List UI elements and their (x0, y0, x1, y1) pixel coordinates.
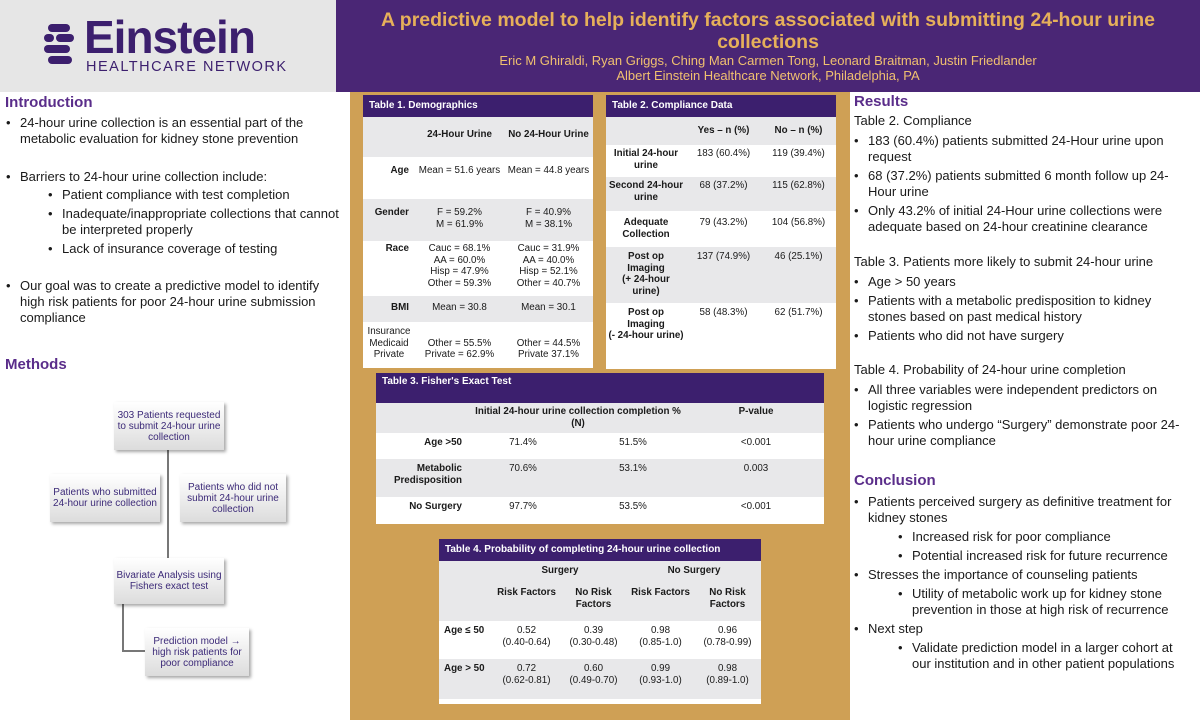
table-cell: 104 (56.8%) (771, 217, 826, 228)
table-row (363, 199, 593, 241)
table-probability (439, 539, 761, 704)
table-fishers-exact (376, 373, 824, 524)
results-table4-list (852, 382, 1192, 449)
table-cell: Other = 55.5% Private = 62.9% (424, 337, 495, 360)
table-cell: Age (390, 165, 409, 176)
flow-box-patients-requested: 303 Patients requested to submit 24-hour urine collection (114, 402, 224, 450)
conclusion-subitem: • Utility of metabolic work up for kidney stone prevention in those at high risk of recurrence (898, 586, 1192, 618)
table-header (606, 117, 686, 145)
table-cell: <0.001 (740, 437, 772, 448)
table-cell: Second 24-hour urine (608, 180, 684, 203)
table-header (439, 561, 493, 583)
table-cell: 70.6% (509, 463, 537, 474)
flow-box-prediction-model: Prediction model → high risk patients for poor compliance (145, 628, 249, 676)
fishers-table (376, 403, 824, 523)
table-cell: Age ≤ 50 (444, 625, 485, 636)
table-row (606, 145, 836, 177)
table-cell: 0.99 (0.93-1.0) (639, 663, 682, 686)
table-cell: 0.98 (0.85-1.0) (639, 625, 682, 648)
table-cell: Metabolic Predisposition (393, 463, 462, 486)
result-item: • All three variables were independent predictors on logistic regression (852, 382, 1192, 414)
poster-affiliation: Albert Einstein Healthcare Network, Philadelphia, PA (616, 68, 920, 83)
flow-box-bivariate-analysis: Bivariate Analysis using Fishers exact test (114, 558, 224, 604)
introduction-heading: Introduction (5, 94, 93, 111)
conclusion-subitem: • Validate prediction model in a larger cohort at our institution and in other patient populations (898, 640, 1192, 672)
logo-wordmark: Einstein (84, 11, 255, 63)
results-heading: Results (854, 93, 909, 110)
conclusion-heading: Conclusion (854, 472, 936, 489)
middle-column (350, 92, 850, 720)
table-row (439, 659, 761, 699)
intro-bullet: • 24-hour urine collection is an essential part of the metabolic evaluation for kidney stone prevention (4, 115, 344, 147)
table-header: No Risk Factors (575, 587, 612, 610)
table-header: No 24-Hour Urine (508, 129, 589, 140)
table-row (606, 303, 836, 359)
probability-table (439, 561, 761, 699)
table-compliance (606, 95, 836, 369)
table-cell: <0.001 (740, 501, 772, 512)
result-item: • Patients who did not have surgery (852, 328, 1192, 344)
table-row (376, 459, 824, 497)
table-cell: Post op Imaging (- 24-hour urine) (608, 307, 684, 341)
result-item: • Patients with a metabolic predisposition to kidney stones based on past medical history (852, 293, 1192, 325)
table-header (363, 117, 415, 157)
table-header: 24-Hour Urine (427, 129, 492, 140)
table-cell: 0.003 (743, 463, 769, 474)
barrier-item: • Patient compliance with test completion (48, 187, 344, 203)
table-header: Yes – n (%) (697, 125, 750, 136)
conclusion-subitem: • Potential increased risk for future recurrence (898, 548, 1192, 564)
table-cell: Gender (374, 207, 409, 218)
conclusion-text: Stresses the importance of counseling patients (868, 567, 1138, 582)
table-cell: Cauc = 68.1% AA = 60.0% Hisp = 47.9% Other = 59.3% (427, 243, 492, 289)
intro-bullet-text: Barriers to 24-hour urine collection include: (20, 169, 268, 184)
conclusion-sublist (898, 586, 1192, 618)
table-cell: 46 (25.1%) (774, 251, 823, 262)
conclusion-subitem: • Increased risk for poor compliance (898, 529, 1192, 545)
table-cell: 119 (39.4%) (772, 148, 825, 159)
results-table3-list (852, 274, 1192, 344)
results-table4-label: Table 4. Probability of 24-hour urine completion (854, 362, 1126, 377)
conclusion-list (852, 494, 1192, 672)
table-cell: BMI (391, 302, 409, 313)
table-row (606, 177, 836, 211)
demographics-table (363, 117, 593, 362)
conclusion-text: Patients perceived surgery as definitive treatment for kidney stones (868, 494, 1172, 525)
table-cell: Mean = 30.1 (521, 302, 576, 313)
flow-box-submitted: Patients who submitted 24-hour urine collection (50, 474, 160, 522)
table-cell: 68 (37.2%) (699, 180, 748, 191)
intro-bullet: • Our goal was to create a predictive model to identify high risk patients for poor 24-hour urine submission compliance (4, 278, 344, 326)
table-row (363, 322, 593, 362)
barrier-item: • Lack of insurance coverage of testing (48, 241, 344, 257)
results-table3-label: Table 3. Patients more likely to submit 24-hour urine (854, 254, 1154, 269)
result-item: • 183 (60.4%) patients submitted 24-Hour urine upon request (852, 133, 1192, 165)
table-cell: 0.60 (0.49-0.70) (569, 663, 618, 686)
poster-authors: Eric M Ghiraldi, Ryan Griggs, Ching Man Carmen Tong, Leonard Braitman, Justin Friedlander (499, 53, 1037, 68)
table-cell: Race (385, 243, 409, 254)
einstein-logo-icon (44, 24, 76, 68)
result-item: • Age > 50 years (852, 274, 1192, 290)
table-cell: Insurance Medicaid Private (367, 326, 411, 360)
flow-connector (122, 600, 124, 652)
table-cell: 0.72 (0.62-0.81) (502, 663, 551, 686)
right-column (850, 92, 1200, 720)
table-cell: 0.98 (0.89-1.0) (706, 663, 749, 686)
flow-connector (122, 650, 146, 652)
table-cell: No Surgery (409, 501, 462, 512)
conclusion-sublist (898, 640, 1192, 672)
table-header: No – n (%) (774, 125, 823, 136)
table-header: Surgery (541, 565, 579, 576)
table-cell: 62 (51.7%) (774, 307, 823, 318)
table-cell: F = 40.9% M = 38.1% (524, 207, 573, 230)
conclusion-item (852, 567, 1192, 618)
table-cell: 0.96 (0.78-0.99) (703, 625, 752, 648)
table-row (376, 497, 824, 523)
table-cell: F = 59.2% M = 61.9% (435, 207, 484, 230)
table-cell: Mean = 51.6 years (418, 165, 501, 176)
table-cell: Age > 50 (444, 663, 485, 674)
table-cell: 0.52 (0.40-0.64) (502, 625, 551, 648)
table-demographics (363, 95, 593, 368)
table-cell: 137 (74.9%) (696, 251, 751, 262)
table-cell: 58 (48.3%) (699, 307, 748, 318)
result-item: • 68 (37.2%) patients submitted 6 month follow up 24-Hour urine (852, 168, 1192, 200)
table-row (439, 621, 761, 659)
table-header: No Risk Factors (709, 587, 746, 610)
table-cell: 51.5% (619, 437, 647, 448)
table-header: Initial 24-hour urine collection completion % (N) (475, 406, 681, 429)
table-cell: 0.39 (0.30-0.48) (569, 625, 618, 648)
left-column (0, 92, 350, 720)
poster-header (336, 0, 1200, 92)
table-title: Table 2. Compliance Data (606, 95, 836, 117)
intro-bullet (4, 169, 344, 257)
table-title: Table 1. Demographics (363, 95, 593, 117)
result-item: • Only 43.2% of initial 24-Hour urine collections were adequate based on 24-hour creatinine clearance (852, 203, 1192, 235)
poster-title: A predictive model to help identify factors associated with submitting 24-hour urine collections (381, 9, 1155, 53)
flow-connector (167, 438, 169, 558)
table-cell: Cauc = 31.9% AA = 40.0% Hisp = 52.1% Other = 40.7% (516, 243, 581, 289)
table-cell: Adequate Collection (622, 217, 670, 240)
table-header (376, 403, 468, 433)
table-title: Table 4. Probability of completing 24-hour urine collection (439, 539, 761, 561)
flow-box-not-submitted: Patients who did not submit 24-hour urine collection (180, 474, 286, 522)
barriers-list (48, 187, 344, 257)
introduction-list (4, 115, 344, 326)
results-table2-label: Table 2. Compliance (854, 113, 972, 128)
conclusion-item (852, 494, 1192, 564)
table-cell: 115 (62.8%) (772, 180, 825, 191)
table-cell: Mean = 30.8 (432, 302, 487, 313)
table-header (439, 583, 493, 621)
logo-panel (0, 0, 336, 92)
conclusion-sublist (898, 529, 1192, 564)
table-cell: 53.5% (619, 501, 647, 512)
table-row (606, 211, 836, 247)
compliance-table (606, 117, 836, 359)
table-cell: Other = 44.5% Private 37.1% (516, 337, 581, 360)
table-title: Table 3. Fisher's Exact Test (376, 373, 824, 403)
table-row (363, 157, 593, 199)
table-cell: Initial 24-hour urine (613, 148, 679, 171)
results-table2-list (852, 133, 1192, 235)
table-cell: Mean = 44.8 years (507, 165, 590, 176)
conclusion-item (852, 621, 1192, 672)
conclusion-text: Next step (868, 621, 923, 636)
table-header: No Surgery (667, 565, 721, 576)
table-row (606, 247, 836, 303)
barrier-item: • Inadequate/inappropriate collections that cannot be interpreted properly (48, 206, 344, 238)
methods-heading: Methods (5, 356, 67, 373)
table-cell: 53.1% (619, 463, 647, 474)
result-item: • Patients who undergo “Surgery” demonstrate poor 24-hour urine compliance (852, 417, 1192, 449)
table-cell: Post op Imaging (+ 24-hour urine) (622, 251, 670, 297)
table-cell: Age >50 (424, 437, 462, 448)
table-row (376, 433, 824, 459)
table-row (363, 241, 593, 296)
table-cell: 97.7% (509, 501, 537, 512)
table-header: Risk Factors (497, 587, 556, 598)
table-header: P-value (738, 406, 774, 417)
table-row (363, 296, 593, 322)
table-header: Risk Factors (631, 587, 690, 598)
table-cell: 71.4% (509, 437, 537, 448)
table-cell: 183 (60.4%) (696, 148, 751, 159)
table-cell: 79 (43.2%) (699, 217, 748, 228)
logo-subtitle: HEALTHCARE NETWORK (86, 59, 288, 75)
